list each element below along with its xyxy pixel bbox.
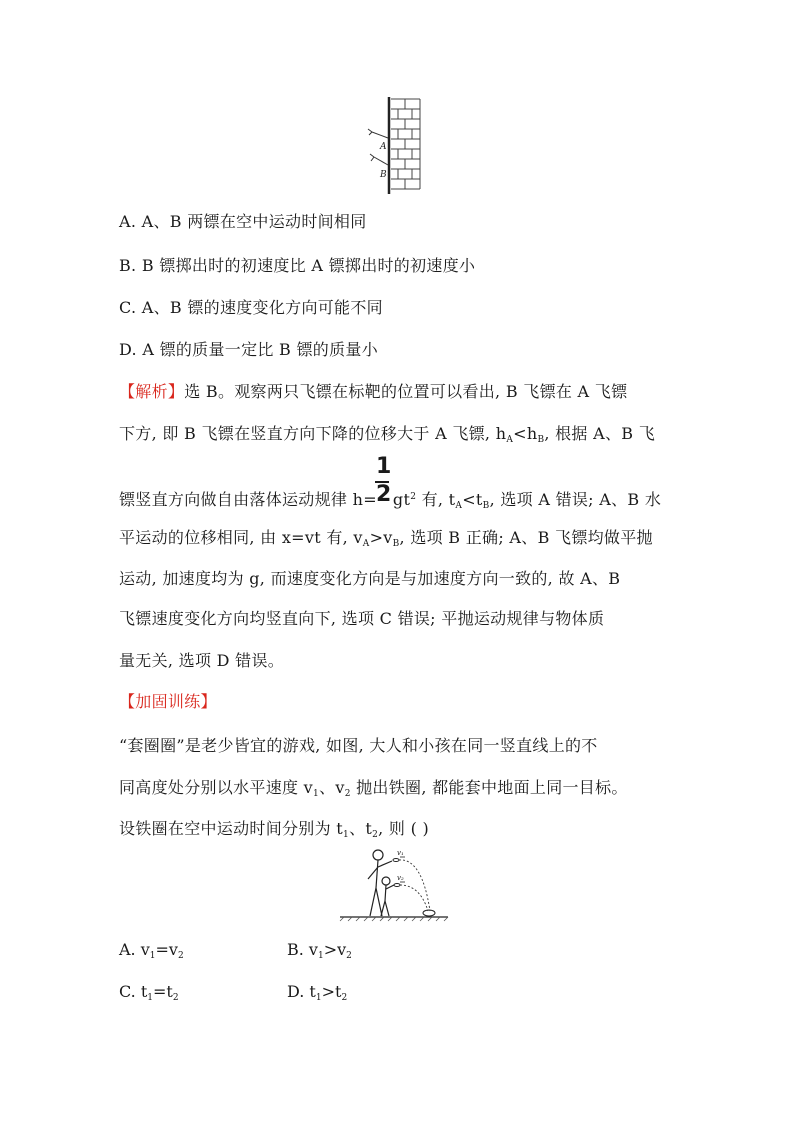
adult-figure [368, 850, 392, 916]
dart-a-label: A [380, 142, 387, 152]
analysis-line-4: 平运动的位移相同, 由 x=vt 有, $v_A>v_B$, 选项 B 正确; A、B 飞镖均做平抛 [119, 528, 653, 549]
target [423, 910, 435, 916]
practice-option-b: B. $v_1>v_2$ [287, 940, 352, 961]
ring-2 [394, 884, 400, 887]
dart-b [370, 154, 388, 165]
analysis-line-5: 运动, 加速度均为 g, 而速度变化方向是与加速度方向一致的, 故 A、B [119, 569, 621, 588]
practice-option-d: D. $t_1>t_2$ [287, 982, 348, 1003]
fraction-numerator: 1 [376, 454, 392, 479]
v1-label: v₁ [397, 849, 404, 857]
analysis-line-6: 飞镖速度变化方向均竖直向下, 选项 C 错误; 平抛运动规律与物体质 [119, 609, 605, 628]
practice-option-a: A. $v_1=v_2$ [119, 940, 184, 961]
ring-toss-figure [338, 843, 458, 923]
v2-label: v₂ [397, 874, 404, 882]
option-b: B. B 镖掷出时的初速度比 A 镖掷出时的初速度小 [119, 256, 476, 275]
dart-wall-figure [360, 95, 430, 195]
fraction-denominator: 2 [376, 482, 392, 507]
analysis-line-7: 量无关, 选项 D 错误。 [119, 651, 285, 670]
child-figure [381, 877, 394, 916]
practice-line-1: “套圈圈”是老少皆宜的游戏, 如图, 大人和小孩在同一竖直线上的不 [119, 736, 598, 755]
practice-line-3: 设铁圈在空中运动时间分别为 $t_1$、$t_2$, 则 ( ) [119, 819, 430, 840]
option-c: C. A、B 镖的速度变化方向可能不同 [119, 298, 383, 317]
analysis-tag: 【解析】 [119, 382, 185, 401]
dart-b-label: B [380, 170, 387, 180]
trajectory-2 [400, 885, 428, 911]
practice-tag: 【加固训练】 [119, 692, 217, 711]
ring-1 [393, 859, 399, 862]
analysis-line-2: 下方, 即 B 飞镖在竖直方向下降的位移大于 A 飞镖, $h_A<h_B$, 根据 A、B 飞 [119, 424, 656, 445]
analysis-line-1: 【解析】选 B。观察两只飞镖在标靶的位置可以看出, B 飞镖在 A 飞镖 [119, 382, 628, 401]
brick-wall [391, 99, 420, 189]
analysis-line-3: 镖竖直方向做自由落体运动规律 $h= gt^2$ 有, $t_A<t_B$, 选项 A 错误; A、B 水 [119, 490, 662, 511]
dart-a [368, 129, 388, 138]
practice-option-c: C. $t_1=t_2$ [119, 982, 179, 1003]
practice-line-2: 同高度处分别以水平速度 $v_1$、$v_2$ 抛出铁圈, 都能套中地面上同一目标。 [119, 778, 628, 799]
option-d: D. A 镖的质量一定比 B 镖的质量小 [119, 340, 379, 359]
option-a: A. A、B 两镖在空中运动时间相同 [119, 212, 367, 231]
